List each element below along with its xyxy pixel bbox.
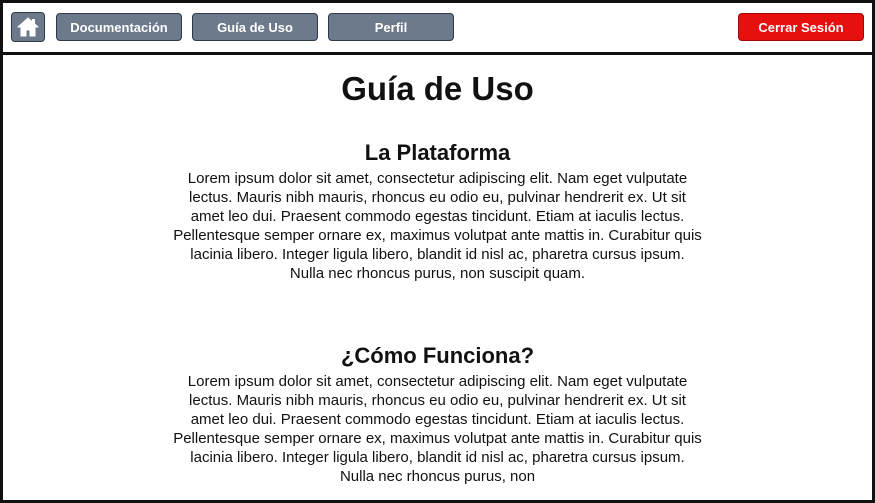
section-heading: La Plataforma — [364, 140, 511, 165]
section-platform — [3, 139, 872, 283]
home-icon — [17, 17, 39, 37]
main-content — [3, 55, 872, 500]
usage-guide-button[interactable]: Guía de Uso — [192, 13, 318, 41]
documentation-button[interactable]: Documentación — [56, 13, 182, 41]
logout-button[interactable]: Cerrar Sesión — [738, 13, 864, 41]
page-title: Guía de Uso — [341, 70, 534, 107]
section-heading: ¿Cómo Funciona? — [340, 343, 535, 368]
top-navbar — [3, 3, 872, 55]
section-text: Lorem ipsum dolor sit amet, consectetur adipiscing elit. Nam eget vulputate lectus. Mauris nibh mauris, rhoncus eu odio eu, pulvinar hendrerit ex. Ut sit amet leo dui. Praesent commodo egestas tincidunt. Etiam at iaculis lectus. Pellentesque semper ornare ex, maximus volutpat ante mattis in. Curabitur quis lacinia libero. Integer ligula libero, blandit id nisl ac, pharetra cursus ipsum. Nulla nec rhoncus purus, non — [173, 373, 702, 485]
home-button[interactable] — [11, 12, 45, 42]
section-text: Lorem ipsum dolor sit amet, consectetur adipiscing elit. Nam eget vulputate lectus. Mauris nibh mauris, rhoncus eu odio eu, pulvinar hendrerit ex. Ut sit amet leo dui. Praesent commodo egestas tincidunt. Etiam at iaculis lectus. Pellentesque semper ornare ex, maximus volutpat ante mattis in. Curabitur quis lacinia libero. Integer ligula libero, blandit id nisl ac, pharetra cursus ipsum. Nulla nec rhoncus purus, non suscipit quam. — [173, 170, 702, 282]
profile-button[interactable]: Perfil — [328, 13, 454, 41]
section-how-it-works — [3, 342, 872, 486]
